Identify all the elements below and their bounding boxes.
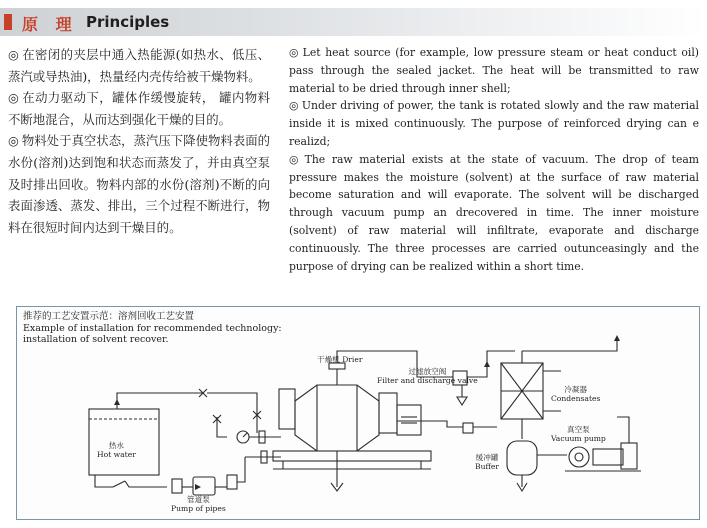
bullet-icon: ◎	[8, 47, 20, 62]
bullet-icon: ◎	[289, 99, 299, 113]
principles-en-column	[289, 44, 699, 275]
bullet-icon: ◎	[289, 46, 300, 59]
condenser-label: 冷凝器 Condensates	[551, 385, 601, 403]
bullet-icon: ◎	[289, 152, 302, 166]
diagram-title-en-line1: Example of installation for recommended technology:	[23, 323, 282, 334]
process-schematic	[17, 307, 699, 519]
header-title-zh: 原 理	[22, 15, 78, 34]
vacuum-pump	[569, 447, 589, 467]
en-paragraph-2: ◎ Under driving of power, the tank is rotated slowly and the raw material inside it is mixed continuously. The purpose of reinforced drying can e realizd;	[289, 99, 700, 148]
bullet-icon: ◎	[8, 133, 19, 149]
header-accent-bar	[4, 14, 12, 30]
hot-water-label: 热水 Hot water	[97, 441, 136, 459]
header-title-en: Principles	[86, 13, 170, 31]
vacuum-pump-label: 真空泵 Vacuum pump	[551, 425, 606, 443]
drier-label: 干燥机 Drier	[317, 355, 363, 364]
drier-base	[273, 451, 431, 461]
drier-drum	[295, 385, 379, 451]
pump-of-pipes-label: 管道泵 Pump of pipes	[171, 495, 226, 513]
principles-zh-column	[8, 44, 270, 238]
zh-paragraph-1: ◎ 在密闭的夹层中通入热能源(如热水、低压、蒸汽或导热油)，热量经内壳传给被干燥物料。	[8, 47, 271, 84]
drier-gearbox	[397, 405, 421, 435]
diagram-title-en-line2: installation of solvent recover.	[23, 334, 169, 345]
bullet-icon: ◎	[8, 90, 20, 106]
zh-paragraph-3: ◎ 物料处于真空状态，蒸汽压下降使物料表面的水份(溶剂)达到饱和状态而蒸发了，并由真空泵及时排出回收。物料内部的水份(溶剂)不断的向表面渗透、蒸发、排出，三个过程不断进行，物料在很短时间内达到干燥目的。	[8, 133, 271, 235]
filter-element	[172, 479, 182, 493]
process-diagram	[16, 306, 700, 520]
buffer-tank	[507, 441, 537, 475]
diagram-title-zh: 推荐的工艺安置示范：溶剂回收工艺安置	[23, 311, 195, 322]
drier-left-bearing	[279, 389, 295, 429]
zh-paragraph-2: ◎ 在动力驱动下，罐体作缓慢旋转， 罐内物料不断地混合，从而达到强化干燥的目的。	[8, 90, 270, 127]
en-paragraph-1: ◎ Let heat source (for example, low pressure steam or heat conduct oil) pass through the sealed jacket. The heat will be transmitted to raw material to be dried through inner shell;	[289, 46, 700, 95]
filter-label: 过滤放空阀 Filter and discharge valve	[377, 367, 478, 385]
en-paragraph-3: ◎ The raw material exists at the state of vacuum. The drop of team pressure makes the moisture (solvent) at the surface of raw material become saturation and will evaporate. The solvent will be discharged through vacuum pump an drecovered in time. The inner moisture (solvent) of raw material will infiltrate, evaporate and discharge continuously. The three processes are carried outunceasingly and the purpose of drying can be realized within a short time.	[289, 152, 700, 273]
buffer-label: 缓冲罐 Buffer	[475, 453, 499, 471]
section-header	[0, 8, 707, 36]
drier-right-bearing	[379, 393, 397, 433]
